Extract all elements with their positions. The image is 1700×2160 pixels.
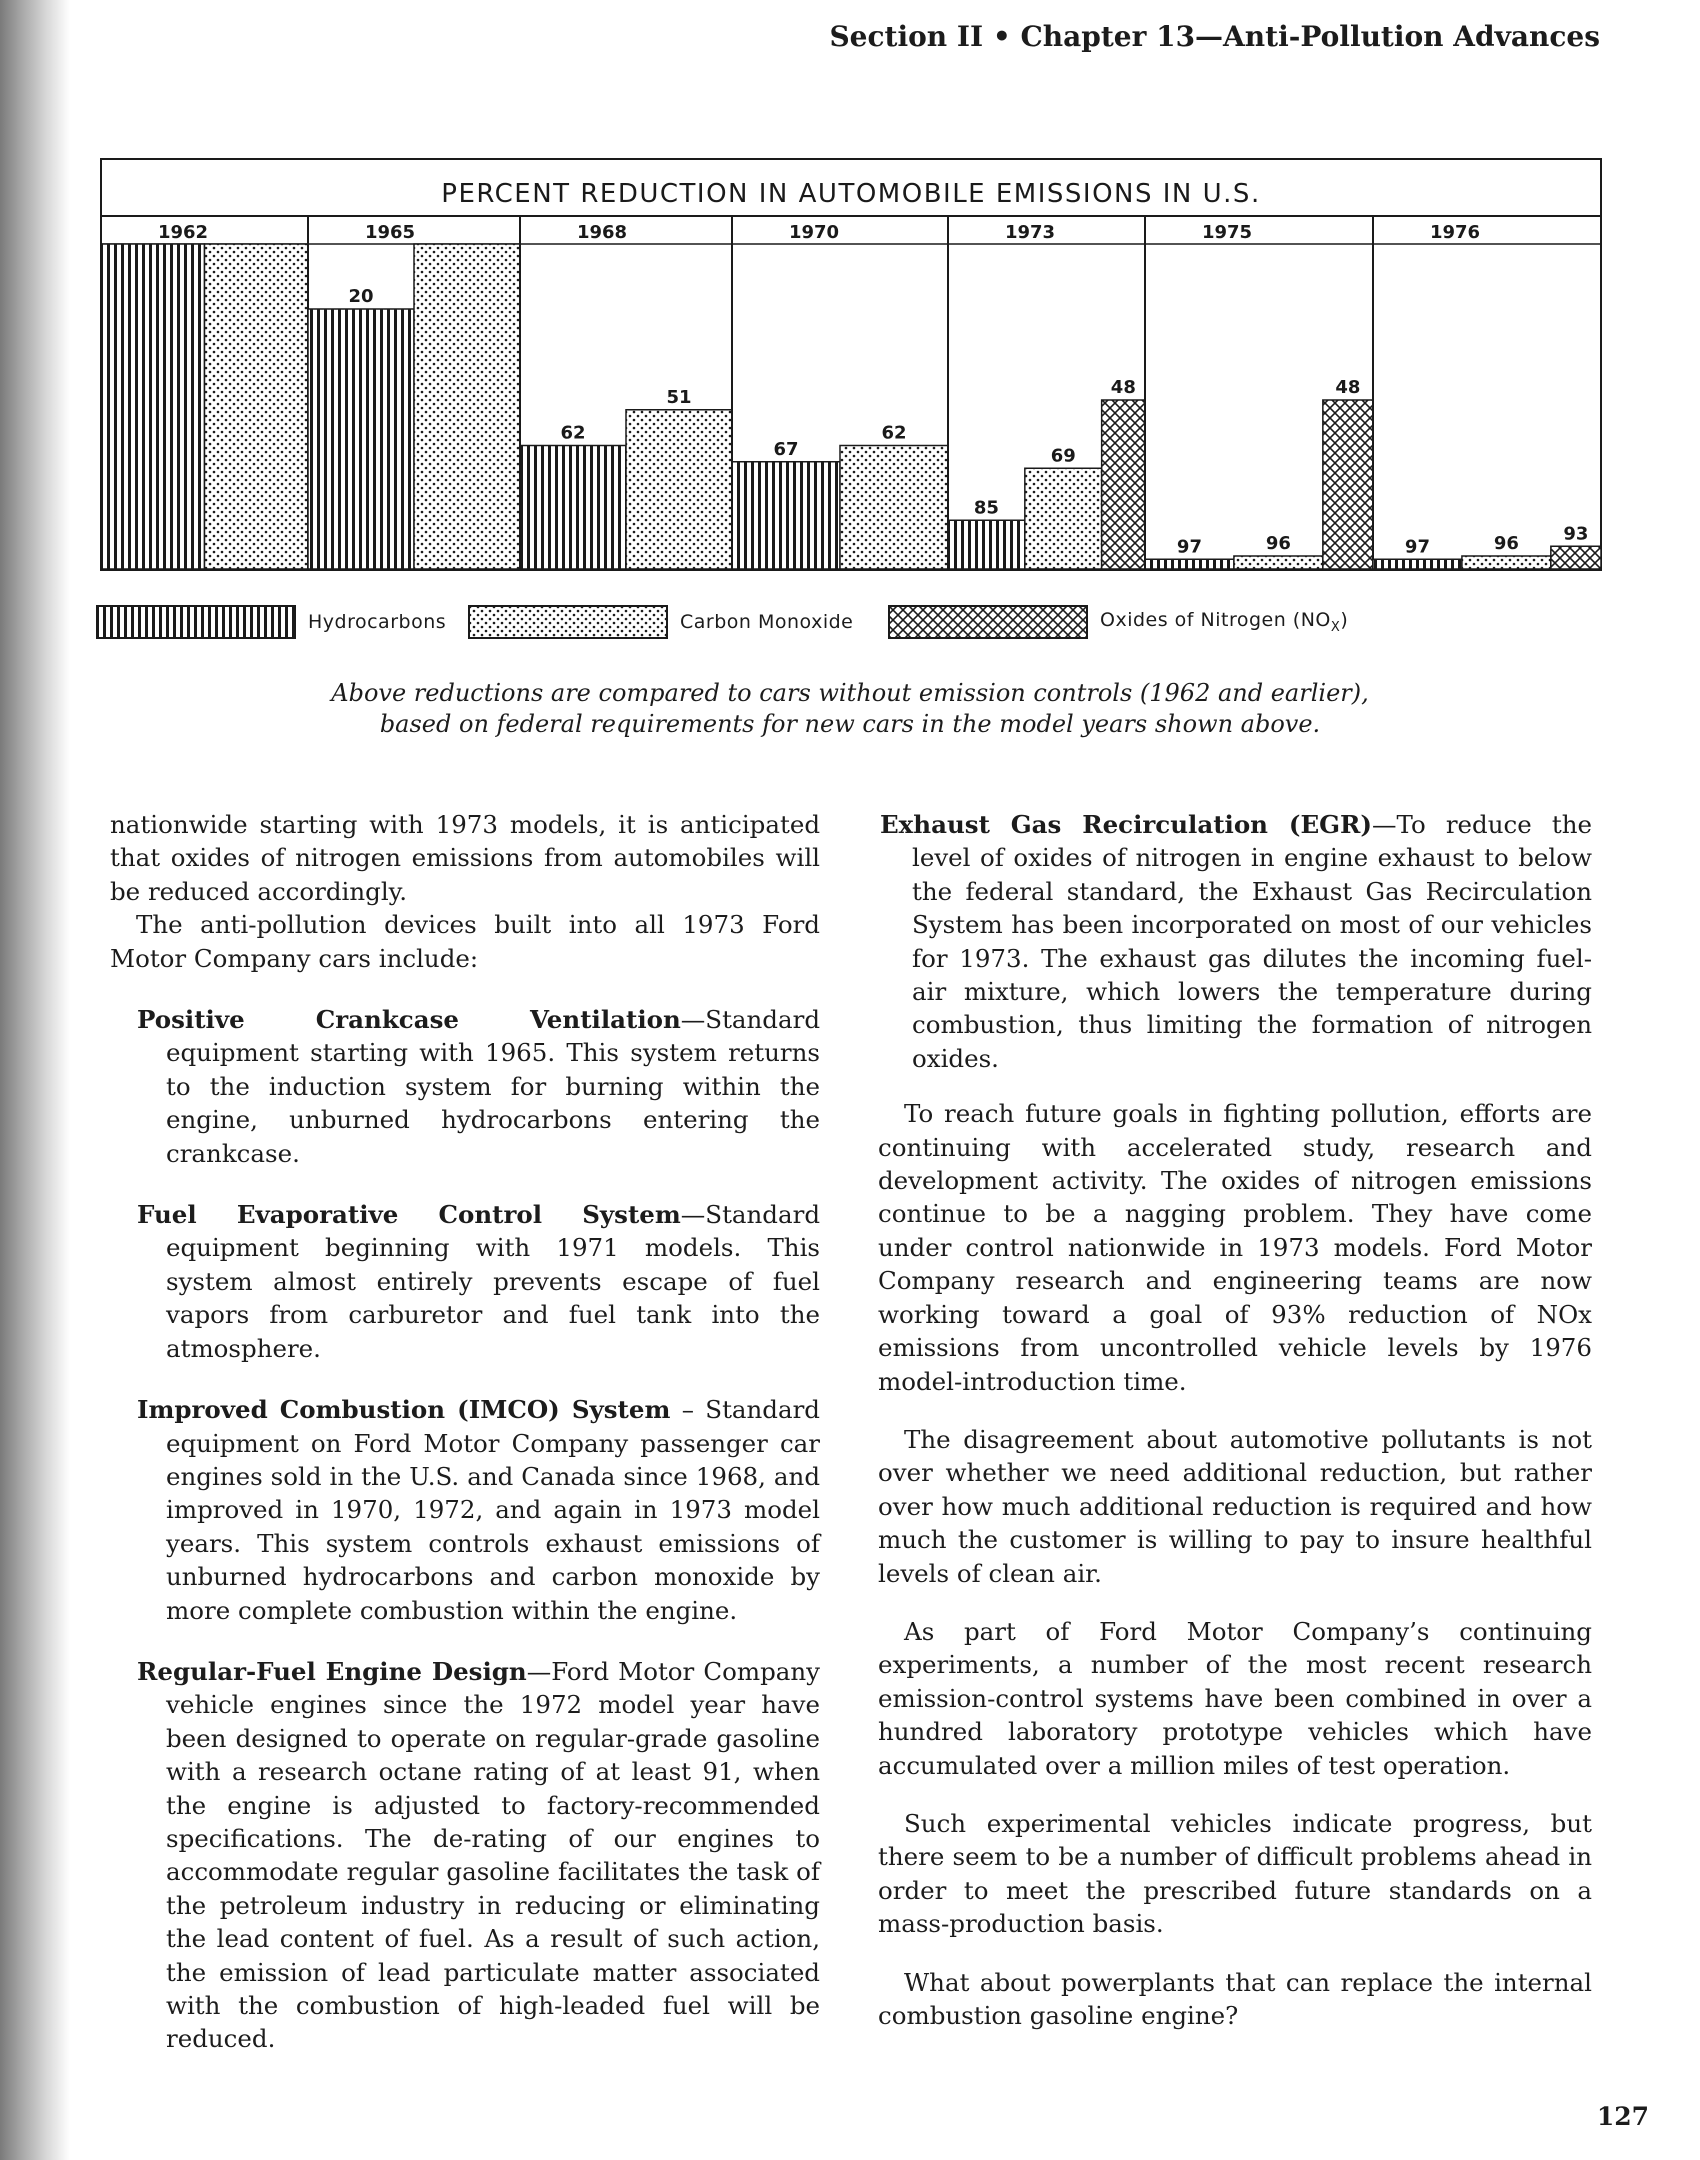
bar-label: 67	[773, 438, 799, 460]
bar-hydrocarbons-1970	[732, 462, 840, 569]
item-text: —To reduce the level of oxides of nitrogen in engine exhaust to below the federal standard, the Exhaust Gas Recirculation System has been incorporated on most of our vehicles for 1973. The exhaust gas dilutes the incoming fuel-air mixture, which lowers the temperature during combustion, thus limiting the formation of nitrogen oxides.	[912, 810, 1592, 1073]
bar-carbon-monoxide-1965	[414, 244, 520, 569]
bar-hydrocarbons-1968	[520, 446, 626, 570]
item-term: Exhaust Gas Recirculation (EGR)	[880, 810, 1373, 839]
right-paragraph-1: To reach future goals in fighting pollution, efforts are continuing with accelerated study, research and development activity. The oxides of nitrogen emissions continue to be a nagging problem. They have come under control nationwide in 1973 models. Ford Motor Company research and engineering teams are now working toward a goal of 93% reduction of NOx emissions from uncontrolled vehicle levels by 1976 model-introduction time.	[878, 1099, 1592, 1396]
chart-body	[101, 216, 1601, 569]
item-text: —Standard equipment beginning with 1971 models. This system almost entirely prevents escape of fuel vapors from carburetor and fuel tank into the atmosphere.	[166, 1200, 820, 1363]
year-label: 1973	[1004, 222, 1056, 243]
chart-legend	[96, 604, 1396, 640]
legend-label-hydrocarbons: Hydrocarbons	[308, 611, 447, 633]
bar-label: 85	[973, 497, 999, 519]
legend-label-nox-tail: )	[1340, 609, 1349, 632]
bar-carbon-monoxide-1968	[626, 410, 732, 569]
bar-carbon-monoxide-1970	[840, 446, 948, 570]
bar-carbon-monoxide-1976	[1462, 556, 1551, 569]
chart-title: PERCENT REDUCTION IN AUTOMOBILE EMISSIONS IN U.S.	[441, 179, 1261, 209]
right-paragraph-4: Such experimental vehicles indicate progress, but there seem to be a number of difficult problems ahead in order to meet the prescribed future standards on a mass-production basis.	[878, 1808, 1592, 1939]
bar-hydrocarbons-1975	[1145, 559, 1234, 569]
bar-oxides-of-nitrogen-nox-1975	[1323, 400, 1373, 569]
bar-carbon-monoxide-1973	[1025, 468, 1102, 569]
bar-label: 62	[560, 422, 586, 444]
bar-label: 96	[1265, 533, 1291, 554]
running-head: Section II • Chapter 13—Anti-Pollution Advances	[829, 20, 1600, 53]
year-label: 1975	[1201, 222, 1253, 243]
figure-caption	[100, 678, 1600, 740]
bar-label: 69	[1050, 445, 1076, 467]
bar-label: 93	[1563, 523, 1589, 545]
bar-label: 96	[1493, 533, 1519, 554]
legend-item-carbon-monoxide	[468, 604, 853, 640]
bar-label: 20	[348, 286, 374, 307]
emissions-chart	[100, 158, 1602, 578]
caption-line-2: based on federal requirements for new cars in the model years shown above.	[379, 710, 1321, 738]
bar-label: 51	[666, 386, 692, 408]
item-term: Positive Crankcase Ventilation	[137, 1005, 681, 1035]
bar-hydrocarbons-1976	[1373, 559, 1462, 569]
bar-oxides-of-nitrogen-nox-1973	[1102, 400, 1145, 569]
item-term: Improved Combustion (IMCO) System	[137, 1395, 671, 1425]
legend-swatch-hydrocarbons	[96, 605, 296, 639]
chart-svg	[100, 158, 1602, 578]
legend-label-nox-sub: X	[1330, 619, 1341, 635]
year-label: 1962	[157, 222, 209, 243]
left-intro: nationwide starting with 1973 models, it is anticipated that oxides of nitrogen emissions from automobiles will be reduced accordingly.	[110, 810, 820, 906]
legend-swatch-oxides-of-nitrogen	[888, 605, 1088, 639]
item-text: —Ford Motor Company vehicle engines since the 1972 model year have been designed to operate on regular-grade gasoline with a research octane rating of at least 91, when the engine is adjusted to factory-recommended specifications. The de-rating of our engines to accommodate regular gasoline facilitates the task of the petroleum industry in reducing or eliminating the lead content of fuel. As a result of such action, the emission of lead particulate matter associated with the combustion of high-leaded fuel will be reduced.	[166, 1656, 820, 2054]
bar-label: 62	[881, 422, 907, 444]
bar-hydrocarbons-1962	[101, 244, 205, 569]
book-binding-shadow	[0, 0, 70, 2160]
right-paragraph-3: As part of Ford Motor Company’s continuing experiments, a number of the most recent research emission-control systems have been combined in over a hundred laboratory prototype vehicles which have accumulated over a million miles of test operation.	[878, 1616, 1592, 1780]
item-egr	[878, 808, 1592, 1075]
caption-line-1: Above reductions are compared to cars without emission controls (1962 and earlier),	[331, 679, 1369, 707]
left-column	[110, 808, 820, 2056]
bar-label: 97	[1404, 536, 1430, 558]
year-label: 1970	[788, 222, 840, 243]
legend-label-nox-text: Oxides of Nitrogen (NO	[1100, 609, 1331, 632]
bar-label: 97	[1176, 536, 1202, 558]
item-term: Fuel Evaporative Control System	[137, 1200, 681, 1230]
bar-carbon-monoxide-1962	[205, 244, 309, 569]
left-lead: The anti-pollution devices built into all 1973 Ford Motor Company cars include:	[110, 910, 820, 973]
item-regular-fuel	[110, 1655, 820, 2056]
year-label: 1968	[576, 222, 628, 243]
item-text: —Standard equipment starting with 1965. This system returns to the induction system for burning within the engine, unburned hydrocarbons entering the crankcase.	[166, 1005, 820, 1168]
legend-item-hydrocarbons	[96, 604, 446, 640]
right-column	[878, 808, 1592, 2032]
year-label: 1965	[364, 222, 416, 243]
legend-swatch-carbon-monoxide	[468, 605, 668, 639]
year-label: 1976	[1429, 222, 1481, 243]
bar-carbon-monoxide-1975	[1234, 556, 1323, 569]
page-number: 127	[1596, 2102, 1649, 2131]
item-improved-combustion	[110, 1393, 820, 1627]
legend-item-oxides-of-nitrogen	[888, 604, 1348, 640]
item-text: – Standard equipment on Ford Motor Company passenger car engines sold in the U.S. and Canada since 1968, and improved in 1970, 1972, and again in 1973 model years. This system controls exhaust emissions of unburned hydrocarbons and carbon monoxide by more complete combustion within the engine.	[166, 1395, 820, 1625]
legend-label-carbon-monoxide: Carbon Monoxide	[680, 611, 854, 633]
bar-hydrocarbons-1965	[308, 309, 414, 569]
bar-hydrocarbons-1973	[948, 520, 1025, 569]
right-paragraph-2: The disagreement about automotive pollutants is not over whether we need additional reduction, but rather over how much additional reduction is required and how much the customer is willing to pay to insure healthful levels of clean air.	[878, 1424, 1592, 1588]
bar-label: 48	[1110, 377, 1136, 398]
right-paragraph-5: What about powerplants that can replace the internal combustion gasoline engine?	[878, 1967, 1592, 2030]
item-fuel-evaporative	[110, 1198, 820, 1365]
item-term: Regular-Fuel Engine Design	[137, 1656, 527, 1686]
bar-label: 48	[1335, 377, 1361, 398]
legend-label-oxides-of-nitrogen	[1100, 609, 1348, 635]
bar-oxides-of-nitrogen-nox-1976	[1551, 546, 1601, 569]
item-positive-crankcase	[110, 1003, 820, 1170]
